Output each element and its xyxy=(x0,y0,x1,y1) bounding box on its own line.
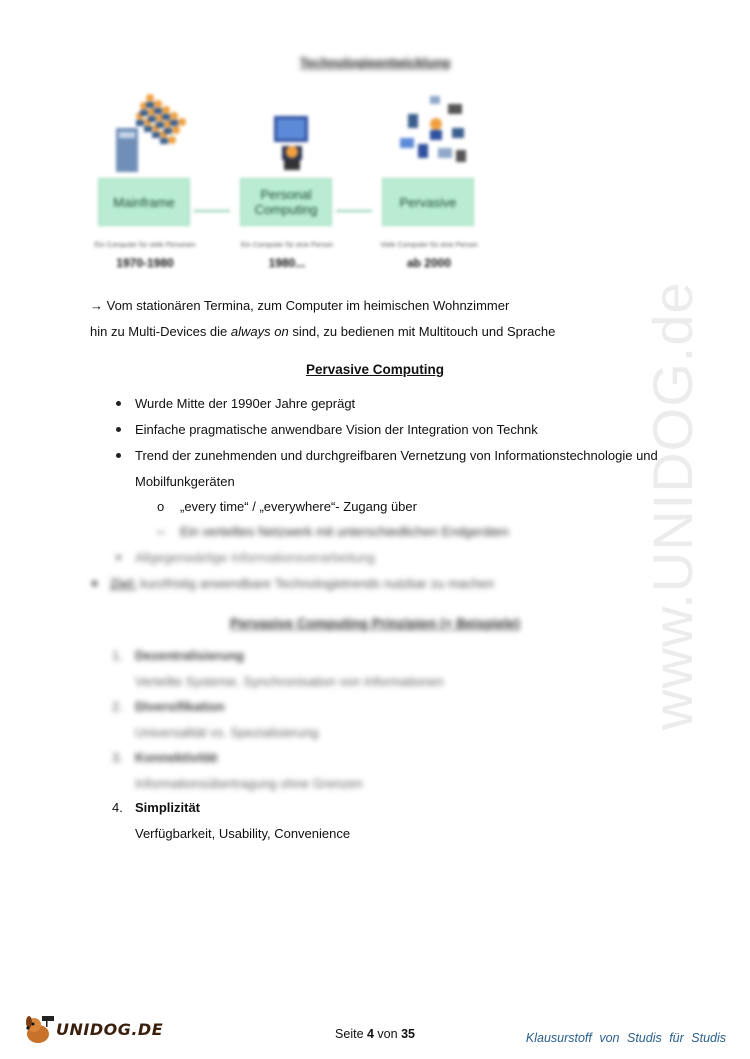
footer-tagline: Klausurstoff von Studis für Studis xyxy=(525,1031,726,1045)
page-label: Seite xyxy=(335,1027,367,1041)
list-number: 1. xyxy=(112,648,123,663)
page-current: 4 xyxy=(367,1027,374,1041)
bullet-icon xyxy=(116,401,121,406)
sub-bullet-text: „every time“ / „everywhere“- Zugang über xyxy=(180,499,417,514)
bullet-text: Wurde Mitte der 1990er Jahre geprägt xyxy=(135,396,356,411)
stage-mainframe xyxy=(90,88,200,278)
logo-text: UNIDOG.DE xyxy=(56,1020,164,1039)
page-total: 35 xyxy=(401,1027,415,1041)
stage-year: 1970-1980 xyxy=(116,256,174,270)
intro-text: sind, zu bedienen mit Multitouch und Sprache xyxy=(288,324,556,339)
goal-text: kurzfristig anwendbare Technologietrends nutzbar zu machen xyxy=(136,576,495,591)
section-title-pervasive: Pervasive Computing xyxy=(305,362,445,377)
sub-bullet-text: Ein verteiltes Netzwerk mit unterschiedlichen Endgeräten xyxy=(180,524,509,539)
bullet-icon xyxy=(116,427,121,432)
technology-diagram xyxy=(90,88,510,278)
page-heading: Technologieentwicklung xyxy=(299,55,451,70)
stage-caption: Ein Computer für eine Person xyxy=(240,242,334,249)
list-number: 4. xyxy=(112,800,123,815)
principle-heading: Dezentralisierung xyxy=(135,648,245,663)
mainframe-illustration xyxy=(110,88,190,178)
intro-text: hin zu Multi-Devices die xyxy=(90,324,231,339)
stage-caption: Ein Computer für viele Personen xyxy=(94,242,196,249)
bullet-text: Trend der zunehmenden und durchgreifbaren Vernetzung von Informationstechnologie und xyxy=(135,448,658,463)
stage-label: Personal Computing xyxy=(240,178,332,226)
list-number: 3. xyxy=(112,750,123,765)
goal-label: Ziel: xyxy=(110,576,137,591)
stage-caption: Viele Computer für eine Person xyxy=(380,242,478,249)
principle-description: Universalität vs. Spezialisierung xyxy=(135,725,319,740)
bullet-text-continued: Mobilfunkgeräten xyxy=(135,474,235,489)
stage-year: ab 2000 xyxy=(406,256,452,270)
stage-year: 1980... xyxy=(268,256,306,270)
principle-heading: Diversifikation xyxy=(135,699,225,714)
personal-computer-illustration xyxy=(252,88,332,178)
intro-emphasis: always on xyxy=(230,324,289,339)
bullet-icon xyxy=(116,555,121,560)
page-label: von xyxy=(373,1027,402,1041)
goal-line xyxy=(110,576,494,591)
arrow-connector xyxy=(194,210,230,212)
principle-description: Verteilte Systeme, Synchronisation von Informationen xyxy=(135,674,444,689)
stage-personal-computing xyxy=(232,88,342,278)
sub-bullet-marker: o xyxy=(157,499,165,514)
stage-label: Mainframe xyxy=(98,178,190,226)
bullet-icon xyxy=(92,581,97,586)
bullet-text: Einfache pragmatische anwendbare Vision der Integration von Technk xyxy=(135,422,538,437)
bullet-text: Allgegenwärtige Informationsverarbeitung xyxy=(135,550,375,565)
stage-label: Pervasive xyxy=(382,178,474,226)
principle-description: Informationsübertragung ohne Grenzen xyxy=(135,776,363,791)
principle-description: Verfügbarkeit, Usability, Convenience xyxy=(135,826,351,841)
sub-bullet-marker: – xyxy=(157,524,165,539)
section-title-principles: Pervasive Computing Prinzipien (+ Beispiele) xyxy=(230,616,520,631)
bullet-icon xyxy=(116,453,121,458)
principle-heading: Konnektivität xyxy=(135,750,218,765)
pervasive-devices-illustration xyxy=(394,88,474,178)
intro-line-2 xyxy=(90,324,555,339)
arrow-connector xyxy=(336,210,372,212)
stage-pervasive xyxy=(374,88,484,278)
intro-line-1: → Vom stationären Termina, zum Computer im heimischen Wohnzimmer xyxy=(90,298,510,313)
list-number: 2. xyxy=(112,699,123,714)
principle-heading: Simplizität xyxy=(135,800,201,815)
watermark: www.UNIDOG.de xyxy=(641,281,704,730)
